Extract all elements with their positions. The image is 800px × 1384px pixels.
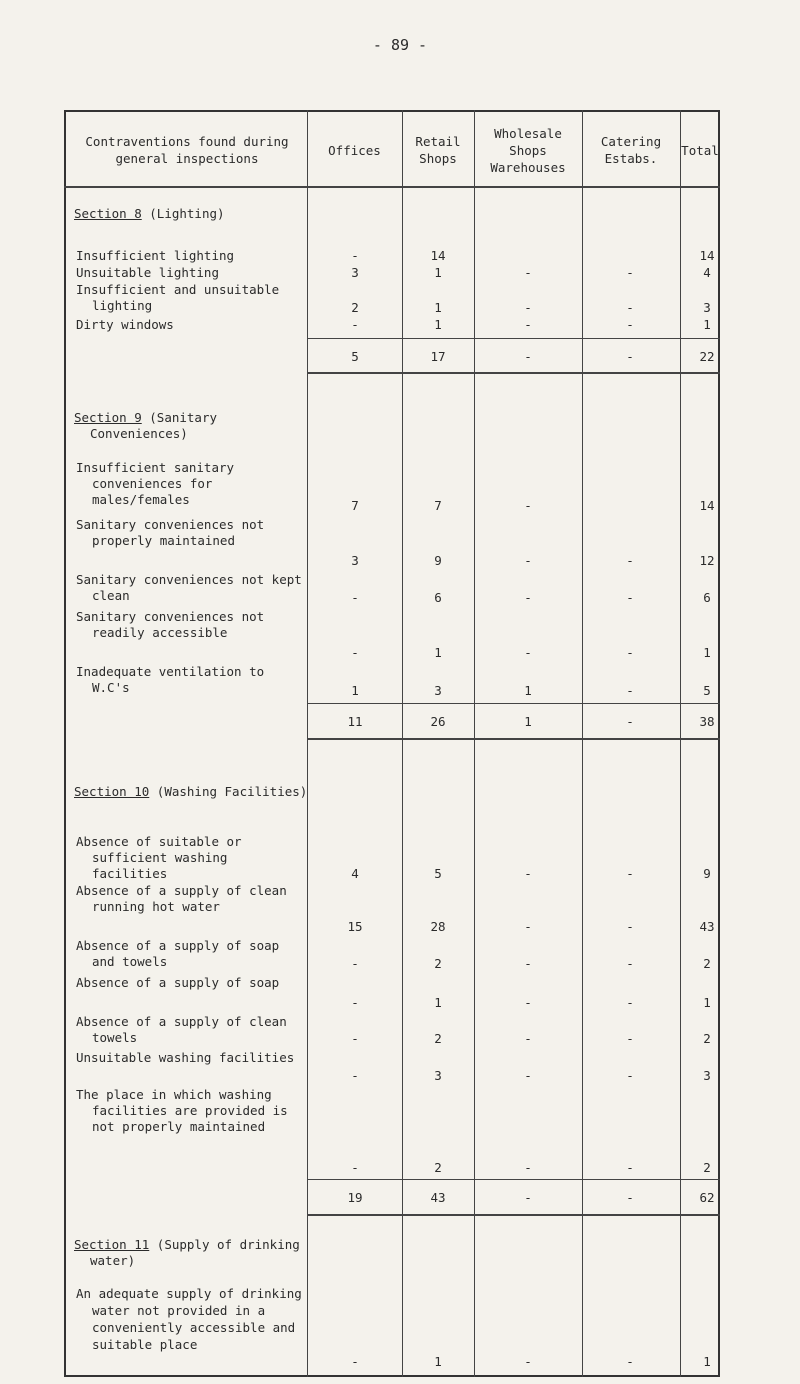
cell-catering: -: [626, 553, 634, 568]
cell-retail: 6: [434, 590, 442, 605]
cell-wholesale: -: [524, 956, 532, 971]
subtotal-rule: [307, 738, 720, 740]
cell-offices: 3: [351, 553, 359, 568]
cell-wholesale: -: [524, 1068, 532, 1083]
cell-total: 1: [703, 1354, 711, 1369]
cell-offices: -: [351, 645, 359, 660]
subtotal-rule: [307, 1179, 720, 1180]
subtotal-wholesale: -: [524, 349, 532, 364]
row-label: Insufficient sanitary conveniences for males/females: [76, 460, 235, 507]
cell-retail: 14: [430, 248, 446, 263]
cell-offices: -: [351, 1354, 359, 1369]
row-label: Absence of a supply of soap and towels: [76, 938, 280, 969]
cell-catering: -: [626, 956, 634, 971]
cell-total: 14: [699, 498, 715, 513]
cell-retail: 9: [434, 553, 442, 568]
subtotal-offices: 19: [347, 1190, 363, 1205]
header-wholesale: Wholesale Shops Warehouses: [490, 125, 566, 175]
subtotal-rule: [307, 338, 720, 339]
cell-retail: 7: [434, 498, 442, 513]
row-label: Unsuitable lighting: [76, 265, 219, 280]
cell-offices: 2: [351, 300, 359, 315]
row-label: Absence of suitable or sufficient washing facilities: [76, 834, 242, 881]
cell-total: 12: [699, 553, 715, 568]
cell-catering: -: [626, 683, 634, 698]
cell-catering: -: [626, 1031, 634, 1046]
subtotal-total: 62: [699, 1190, 715, 1205]
subtotal-offices: 5: [351, 349, 359, 364]
row-label: Sanitary conveniences not properly maintained: [76, 517, 265, 548]
subtotal-retail: 17: [430, 349, 446, 364]
header-contraventions: Contraventions found during general inspections: [85, 134, 289, 166]
cell-retail: 28: [430, 919, 446, 934]
cell-total: 43: [699, 919, 715, 934]
row-label: An adequate supply of drinking water not provided in a conveniently accessible and suitable place: [76, 1286, 302, 1352]
row-label: Inadequate ventilation to W.C's: [76, 664, 265, 695]
cell-retail: 1: [434, 300, 442, 315]
cell-wholesale: -: [524, 553, 532, 568]
column-divider: [474, 110, 475, 1377]
header-retail-shops: Retail Shops: [415, 134, 461, 166]
cell-catering: -: [626, 1354, 634, 1369]
cell-offices: -: [351, 317, 359, 332]
subtotal-wholesale: 1: [524, 714, 532, 729]
subtotal-catering: -: [626, 714, 634, 729]
subtotal-catering: -: [626, 1190, 634, 1205]
section-title: Section 10 (Washing Facilities): [74, 784, 308, 799]
header-offices: Offices: [328, 142, 381, 158]
subtotal-rule: [307, 372, 720, 374]
cell-wholesale: 1: [524, 683, 532, 698]
cell-catering: -: [626, 265, 634, 280]
cell-offices: -: [351, 1160, 359, 1175]
cell-total: 3: [703, 1068, 711, 1083]
cell-retail: 1: [434, 1354, 442, 1369]
page-number: - 89 -: [372, 36, 428, 54]
row-label: Sanitary conveniences not readily accessible: [76, 609, 265, 640]
column-divider: [402, 110, 403, 1377]
row-label: Insufficient and unsuitable lighting: [76, 282, 280, 313]
cell-total: 3: [703, 300, 711, 315]
header-catering: Catering Estabs.: [600, 134, 662, 166]
cell-offices: -: [351, 956, 359, 971]
cell-wholesale: -: [524, 498, 532, 513]
section-title: Section 9 (Sanitary Conveniences): [74, 410, 217, 441]
cell-catering: -: [626, 300, 634, 315]
cell-wholesale: -: [524, 317, 532, 332]
cell-wholesale: -: [524, 590, 532, 605]
cell-offices: 15: [347, 919, 363, 934]
cell-retail: 1: [434, 995, 442, 1010]
section-title: Section 8 (Lighting): [74, 206, 225, 221]
subtotal-rule: [307, 1214, 720, 1216]
cell-total: 2: [703, 1160, 711, 1175]
subtotal-total: 22: [699, 349, 715, 364]
row-label: Absence of a supply of clean towels: [76, 1014, 287, 1045]
cell-retail: 1: [434, 265, 442, 280]
cell-wholesale: -: [524, 866, 532, 881]
cell-wholesale: -: [524, 300, 532, 315]
cell-total: 5: [703, 683, 711, 698]
subtotal-retail: 43: [430, 1190, 446, 1205]
subtotal-total: 38: [699, 714, 715, 729]
cell-wholesale: -: [524, 1354, 532, 1369]
cell-total: 14: [699, 248, 715, 263]
cell-offices: 4: [351, 866, 359, 881]
cell-total: 2: [703, 1031, 711, 1046]
cell-offices: 7: [351, 498, 359, 513]
cell-catering: -: [626, 590, 634, 605]
cell-retail: 5: [434, 866, 442, 881]
cell-retail: 1: [434, 645, 442, 660]
row-label: Dirty windows: [76, 317, 174, 332]
section-title: Section 11 (Supply of drinking water): [74, 1237, 300, 1268]
row-label: Absence of a supply of clean running hot water: [76, 883, 287, 914]
subtotal-catering: -: [626, 349, 634, 364]
cell-offices: -: [351, 248, 359, 263]
cell-retail: 3: [434, 1068, 442, 1083]
cell-catering: -: [626, 995, 634, 1010]
row-label: Absence of a supply of soap: [76, 975, 280, 990]
cell-catering: -: [626, 866, 634, 881]
cell-retail: 3: [434, 683, 442, 698]
cell-offices: 3: [351, 265, 359, 280]
cell-offices: -: [351, 590, 359, 605]
subtotal-offices: 11: [347, 714, 363, 729]
cell-total: 6: [703, 590, 711, 605]
row-label: Unsuitable washing facilities: [76, 1050, 295, 1065]
cell-retail: 2: [434, 1031, 442, 1046]
subtotal-rule: [307, 703, 720, 704]
cell-total: 4: [703, 265, 711, 280]
cell-catering: -: [626, 317, 634, 332]
row-label: Insufficient lighting: [76, 248, 235, 263]
cell-total: 2: [703, 956, 711, 971]
subtotal-retail: 26: [430, 714, 446, 729]
header-total: Total: [681, 142, 719, 158]
cell-catering: -: [626, 1160, 634, 1175]
cell-wholesale: -: [524, 1160, 532, 1175]
header-rule: [64, 186, 720, 188]
cell-retail: 2: [434, 956, 442, 971]
cell-wholesale: -: [524, 919, 532, 934]
cell-retail: 2: [434, 1160, 442, 1175]
cell-offices: -: [351, 1031, 359, 1046]
cell-offices: -: [351, 995, 359, 1010]
row-label: Sanitary conveniences not kept clean: [76, 572, 302, 603]
cell-offices: 1: [351, 683, 359, 698]
subtotal-wholesale: -: [524, 1190, 532, 1205]
cell-total: 1: [703, 317, 711, 332]
cell-wholesale: -: [524, 995, 532, 1010]
cell-offices: -: [351, 1068, 359, 1083]
column-divider: [307, 110, 308, 1377]
cell-wholesale: -: [524, 265, 532, 280]
cell-retail: 1: [434, 317, 442, 332]
cell-catering: -: [626, 645, 634, 660]
cell-total: 1: [703, 645, 711, 660]
cell-wholesale: -: [524, 1031, 532, 1046]
row-label: The place in which washing facilities are provided is not properly maintained: [76, 1087, 288, 1134]
cell-catering: -: [626, 1068, 634, 1083]
cell-wholesale: -: [524, 645, 532, 660]
cell-catering: -: [626, 919, 634, 934]
column-divider: [582, 110, 583, 1377]
cell-total: 1: [703, 995, 711, 1010]
cell-total: 9: [703, 866, 711, 881]
